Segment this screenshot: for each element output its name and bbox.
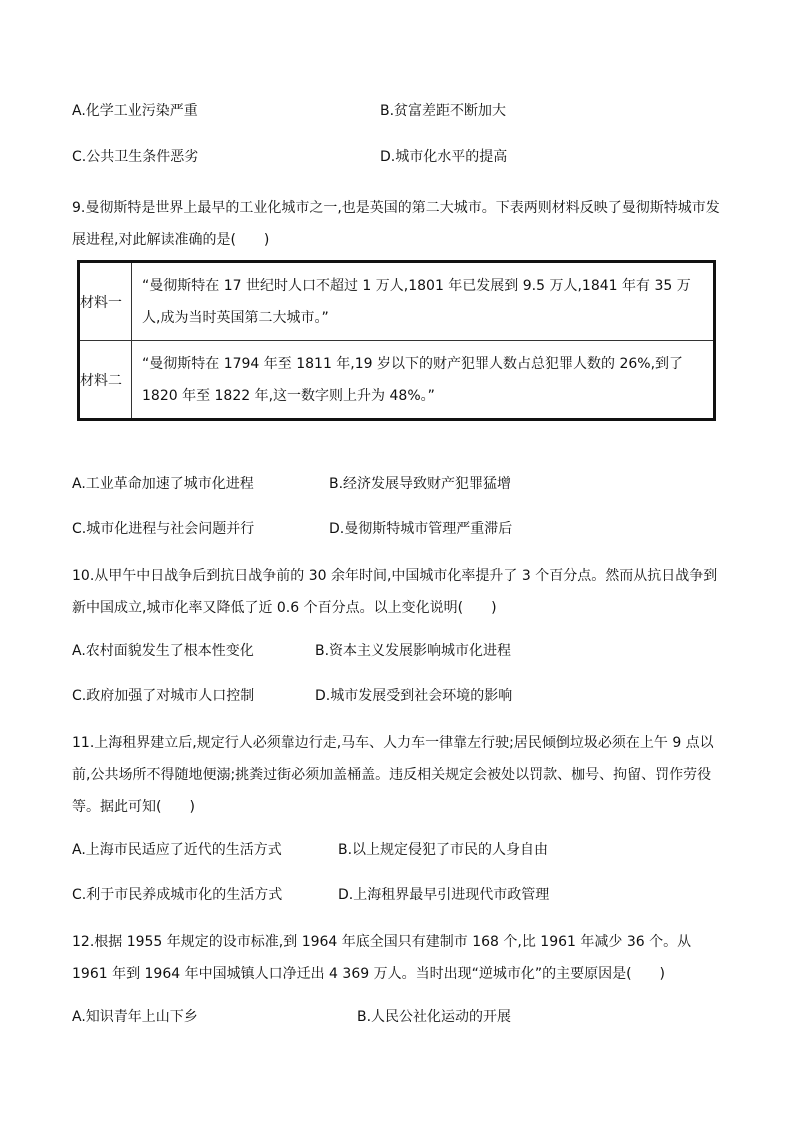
q11-option-c: C.利于市民养成城市化的生活方式 — [72, 887, 283, 903]
q10-option-c: C.政府加强了对城市人口控制 — [72, 688, 255, 704]
q10-stem: 10.从甲午中日战争后到抗日战争前的 30 余年时间,中国城市化率提升了 3 个百分点。然而从抗日战争到新中国成立,城市化率又降低了近 0.6 个百分点。以上变化说明( ) — [72, 568, 718, 616]
material-label: 材料二 — [79, 341, 132, 420]
q11-option-a: A.上海市民适应了近代的生活方式 — [72, 842, 282, 858]
q9-material-table — [77, 260, 716, 421]
q9-option-b: B.经济发展导致财产犯罪猛增 — [329, 476, 512, 492]
q12-option-a: A.知识青年上山下乡 — [72, 1009, 198, 1025]
q11-option-b: B.以上规定侵犯了市民的人身自由 — [338, 842, 549, 858]
q9-option-c: C.城市化进程与社会问题并行 — [72, 521, 255, 537]
q11-stem: 11.上海租界建立后,规定行人必须靠边行走,马车、人力车一律靠左行驶;居民倾倒垃圾必须在上午 9 点以前,公共场所不得随地便溺;挑粪过街必须加盖桶盖。违反相关规定会被处以罚款、枷号、拘留、罚作劳役等。据此可知( ) — [72, 735, 714, 815]
q9-stem: 9.曼彻斯特是世界上最早的工业化城市之一,也是英国的第二大城市。下表两则材料反映了曼彻斯特城市发展进程,对此解读准确的是( ) — [72, 200, 720, 248]
q11-option-d: D.上海租界最早引进现代市政管理 — [338, 887, 550, 903]
q10-option-b: B.资本主义发展影响城市化进程 — [315, 643, 512, 659]
q8-option-c: C.公共卫生条件恶劣 — [72, 149, 199, 165]
q9-option-a: A.工业革命加速了城市化进程 — [72, 476, 254, 492]
q12-option-b: B.人民公社化运动的开展 — [357, 1009, 512, 1025]
q10-option-d: D.城市发展受到社会环境的影响 — [315, 688, 513, 704]
q8-option-b: B.贫富差距不断加大 — [380, 103, 507, 119]
material-text: “曼彻斯特在 1794 年至 1811 年,19 岁以下的财产犯罪人数占总犯罪人数的 26%,到了 1820 年至 1822 年,这一数字则上升为 48%。” — [132, 341, 715, 420]
q8-option-a: A.化学工业污染严重 — [72, 103, 198, 119]
table-row — [79, 262, 715, 341]
material-text: “曼彻斯特在 17 世纪时人口不超过 1 万人,1801 年已发展到 9.5 万人,1841 年有 35 万人,成为当时英国第二大城市。” — [132, 262, 715, 341]
q10-option-a: A.农村面貌发生了根本性变化 — [72, 643, 254, 659]
q12-stem: 12.根据 1955 年规定的设市标准,到 1964 年底全国只有建制市 168 个,比 1961 年减少 36 个。从 1961 年到 1964 年中国城镇人口净迁出 4 369 万人。当时出现“逆城市化”的主要原因是( ) — [72, 934, 692, 982]
material-label: 材料一 — [79, 262, 132, 341]
table-row — [79, 341, 715, 420]
q8-option-d: D.城市化水平的提高 — [380, 149, 508, 165]
q9-option-d: D.曼彻斯特城市管理严重滞后 — [329, 521, 513, 537]
